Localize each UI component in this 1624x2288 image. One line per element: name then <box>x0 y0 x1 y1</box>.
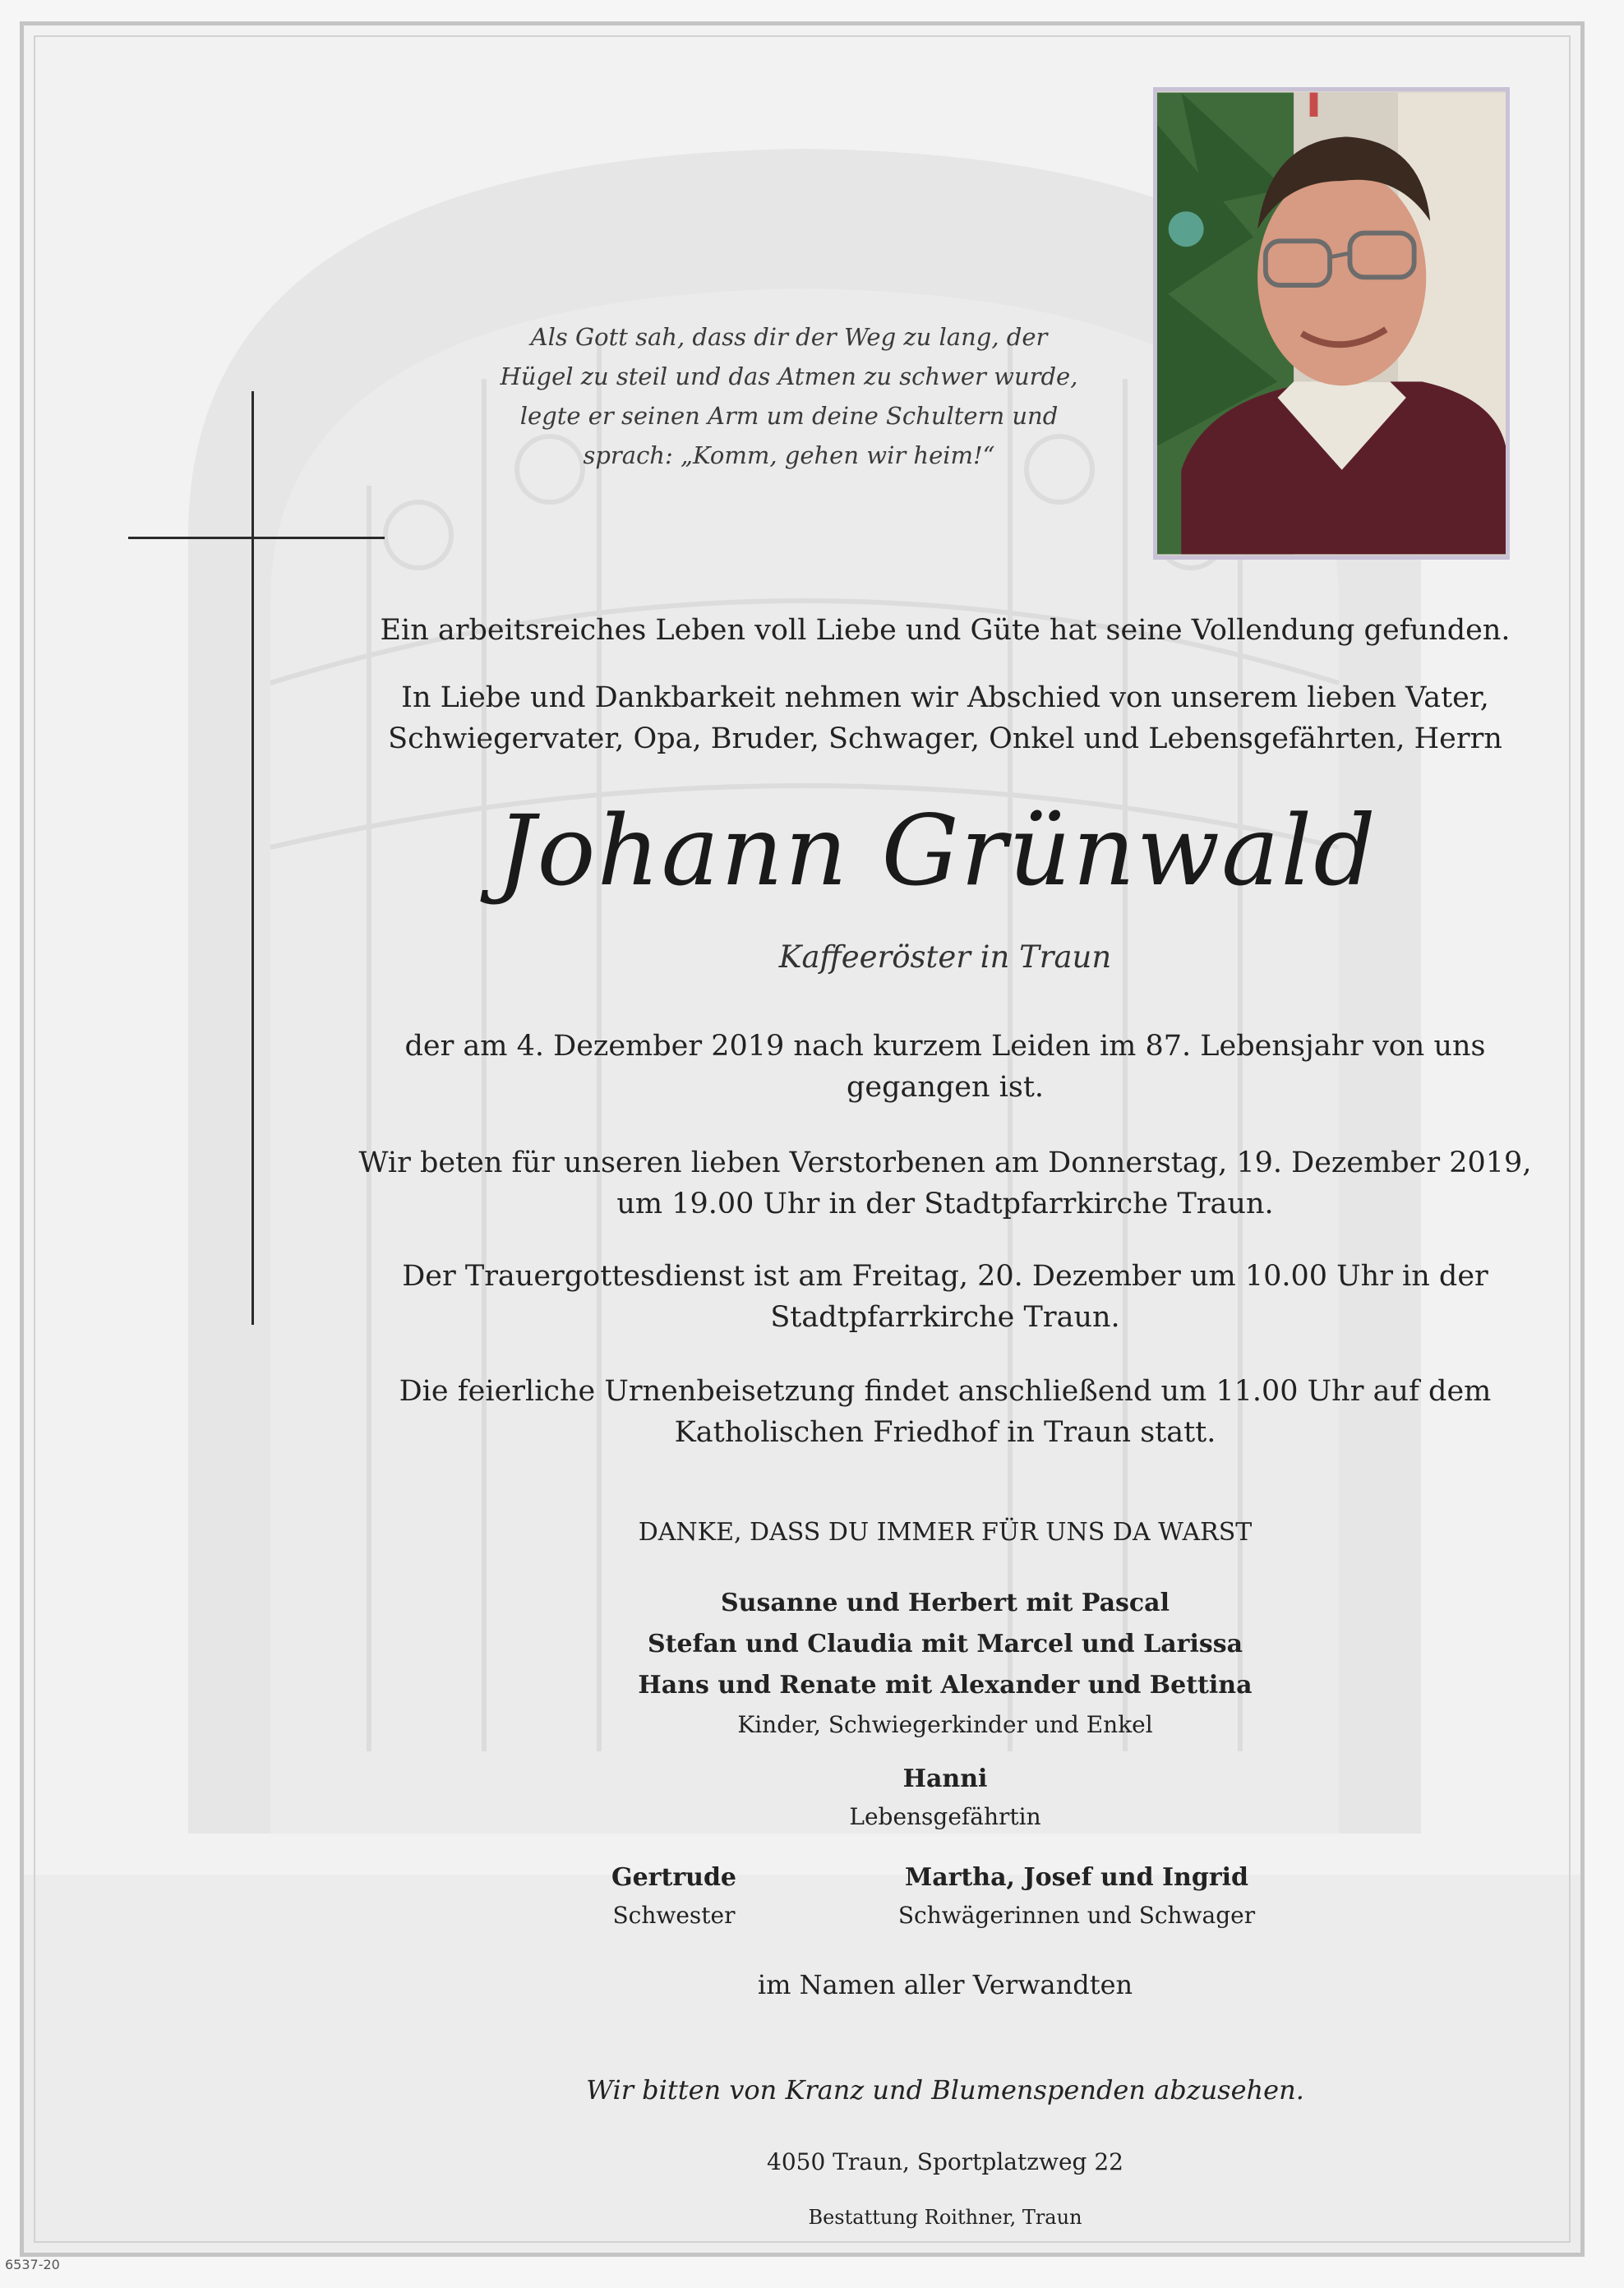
relatives-block <box>247 1966 1624 2004</box>
cross-horizontal-bar <box>128 537 385 539</box>
sister-block <box>542 1859 805 1935</box>
request-line: Wir bitten von Kranz und Blumenspenden abzusehen. <box>586 2074 1304 2106</box>
death-line: gegangen ist. <box>846 1071 1045 1104</box>
inlaws-block <box>838 1859 1315 1935</box>
intro-block <box>247 610 1624 759</box>
partner-name: Hanni <box>902 1764 988 1793</box>
family-role: Kinder, Schwiegerkinder und Enkel <box>737 1711 1153 1738</box>
deceased-name: Johann Grünwald <box>496 794 1377 907</box>
partner-role: Lebensgefährtin <box>849 1803 1041 1830</box>
thanks-block <box>247 1514 1624 1552</box>
deceased-occupation: Kaffeeröster in Traun <box>778 939 1112 975</box>
burial-line: Katholischen Friedhof in Traun statt. <box>674 1416 1216 1449</box>
service-line: Stadtpfarrkirche Traun. <box>770 1301 1120 1334</box>
address-block <box>247 2143 1624 2181</box>
service-block <box>247 1256 1624 1338</box>
family-line: Susanne und Herbert mit Pascal <box>720 1589 1170 1617</box>
sister-role: Schwester <box>612 1902 736 1929</box>
family-line: Hans und Renate mit Alexander und Bettina <box>638 1671 1253 1700</box>
sister-name: Gertrude <box>611 1863 737 1892</box>
prayer-line: Wir beten für unseren lieben Verstorbenen am Donnerstag, 19. Dezember 2019, <box>358 1146 1532 1179</box>
undertaker-line: Bestattung Roithner, Traun <box>808 2206 1082 2229</box>
intro-line: In Liebe und Dankbarkeit nehmen wir Abschied von unserem lieben Vater, <box>401 681 1489 714</box>
address-line: 4050 Traun, Sportplatzweg 22 <box>767 2148 1123 2175</box>
quote-line: Als Gott sah, dass dir der Weg zu lang, der <box>530 323 1048 351</box>
children-block <box>247 1583 1624 1744</box>
quote-line: Hügel zu steil und das Atmen zu schwer wurde, <box>500 362 1078 390</box>
service-line: Der Trauergottesdienst ist am Freitag, 20. Dezember um 10.00 Uhr in der <box>402 1260 1488 1293</box>
intro-line: Ein arbeitsreiches Leben voll Liebe und Güte hat seine Vollendung gefunden. <box>380 614 1511 647</box>
partner-block <box>247 1760 1624 1836</box>
request-block <box>247 2071 1624 2109</box>
death-block <box>247 1026 1624 1108</box>
print-code: 6537-20 <box>5 2257 60 2272</box>
intro-line: Schwiegervater, Opa, Bruder, Schwager, Onkel und Lebensgefährten, Herrn <box>388 722 1502 755</box>
death-line: der am 4. Dezember 2019 nach kurzem Leiden im 87. Lebensjahr von uns <box>404 1030 1486 1063</box>
quote-line: sprach: „Komm, gehen wir heim!“ <box>583 441 995 469</box>
prayer-line: um 19.00 Uhr in der Stadtpfarrkirche Traun. <box>616 1188 1274 1220</box>
portrait-image <box>1157 91 1506 556</box>
undertaker-block <box>247 2203 1624 2232</box>
portrait-photo <box>1153 87 1510 560</box>
relatives-line: im Namen aller Verwandten <box>757 1969 1133 2000</box>
burial-line: Die feierliche Urnenbeisetzung findet anschließend um 11.00 Uhr auf dem <box>399 1375 1492 1408</box>
prayer-block <box>247 1142 1624 1225</box>
burial-block <box>247 1371 1624 1453</box>
inlaws-role: Schwägerinnen und Schwager <box>897 1902 1256 1929</box>
occupation-block <box>247 937 1624 978</box>
thanks-line: DANKE, DASS DU IMMER FÜR UNS DA WARST <box>638 1518 1253 1547</box>
opening-quote <box>477 317 1101 475</box>
family-line: Stefan und Claudia mit Marcel und Larissa <box>647 1630 1243 1658</box>
inlaws-name: Martha, Josef und Ingrid <box>904 1863 1249 1892</box>
quote-line: legte er seinen Arm um deine Schultern und <box>519 402 1059 430</box>
